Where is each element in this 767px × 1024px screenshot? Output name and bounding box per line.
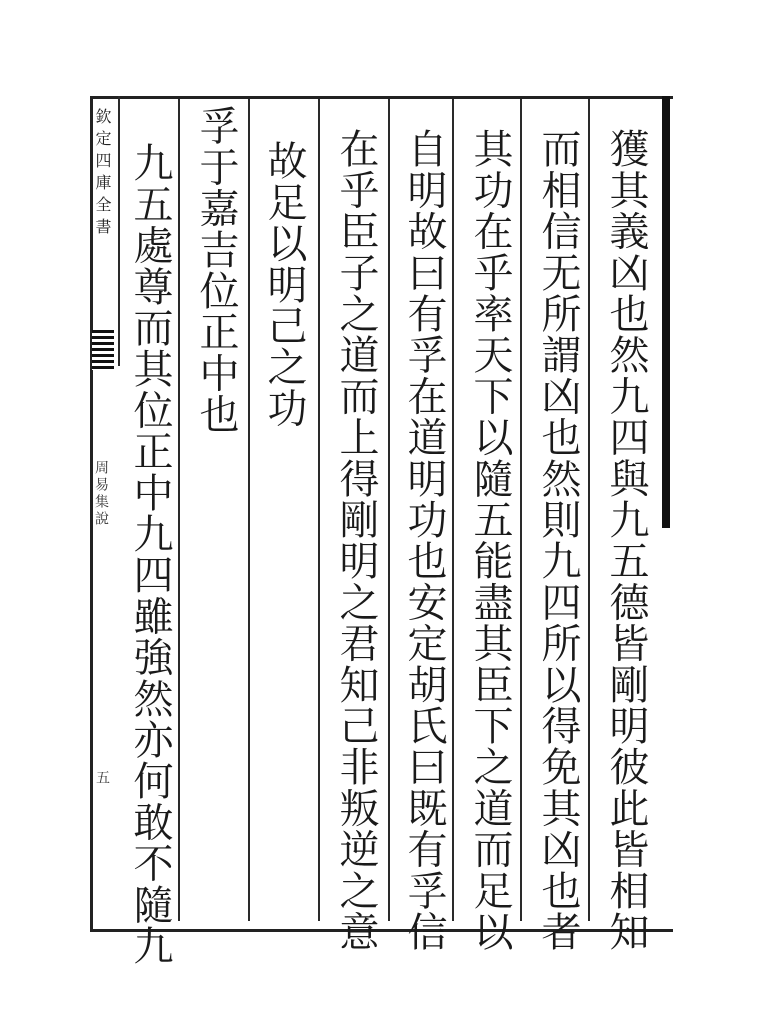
frame-right-border <box>662 96 670 528</box>
column-rule <box>178 99 180 921</box>
column-rule <box>452 99 454 921</box>
text-column-6: 故足以明己之功 <box>261 140 307 429</box>
column-rule <box>388 99 390 921</box>
text-column-7: 孚于嘉吉位正中也 <box>193 105 239 435</box>
column-rule <box>248 99 250 921</box>
text-column-3: 其功在乎率天下以隨五能盡其臣下之道而足以 <box>467 128 513 952</box>
text-column-1: 獲其義凶也然九四與九五德皆剛明彼此皆相知 <box>603 128 649 952</box>
running-title: 欽定四庫全書 <box>93 108 112 240</box>
text-column-8: 九五處尊而其位正中九四雖強然亦何敢不隨九 <box>127 142 173 966</box>
text-column-5: 在乎臣子之道而上得剛明之君知己非叛逆之意 <box>333 128 379 952</box>
book-title: 周易集說 <box>93 460 109 528</box>
column-rule <box>520 99 522 921</box>
margin-divider <box>118 96 120 366</box>
fish-tail-mark <box>92 330 114 370</box>
column-rule <box>318 99 320 921</box>
text-column-4: 自明故曰有孚在道明功也安定胡氏曰既有孚信 <box>401 128 447 952</box>
column-rule <box>588 99 590 921</box>
text-column-2: 而相信无所謂凶也然則九四所以得免其凶也者 <box>535 128 581 952</box>
page-number: 五 <box>94 770 110 784</box>
